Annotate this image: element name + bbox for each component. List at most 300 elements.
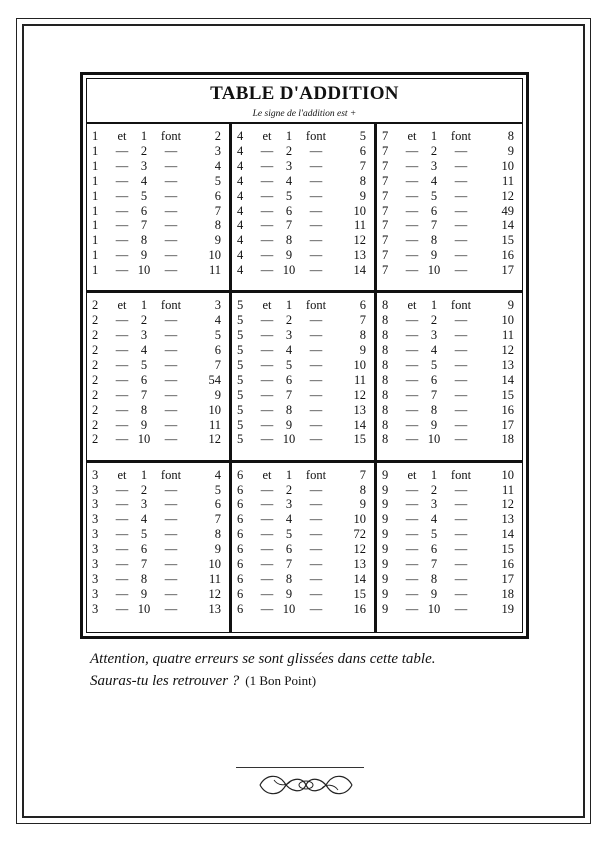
operator-word: — (260, 233, 274, 248)
table-row (237, 527, 369, 542)
addend-b: 9 (285, 417, 293, 432)
sum-value: 13 (353, 557, 366, 572)
sum-value: 9 (359, 497, 366, 512)
operator-word: et (262, 129, 272, 143)
operator-word: — (405, 497, 419, 512)
table-row (237, 174, 369, 189)
table-block (377, 463, 522, 632)
sum-value: 17 (501, 263, 514, 278)
addend-b: 4 (430, 343, 438, 358)
sum-value: 7 (359, 313, 366, 328)
addend-b: 2 (430, 313, 438, 328)
result-word: — (454, 328, 468, 343)
sum-value: 11 (501, 328, 514, 343)
result-word: — (454, 572, 468, 586)
addend-a: 6 (237, 482, 244, 497)
operator-word: — (115, 313, 129, 328)
addend-b: 3 (285, 497, 293, 512)
addend-a: 8 (382, 372, 389, 387)
instructions-line-2 (90, 670, 560, 692)
table-row (237, 358, 369, 373)
result-word: — (454, 542, 468, 557)
addend-a: 9 (382, 482, 389, 497)
table-row (92, 527, 224, 542)
addend-a: 1 (92, 129, 99, 143)
sum-value: 12 (353, 542, 366, 557)
addend-b: 6 (285, 203, 293, 218)
instructions-question: Sauras-tu les retrouver ? (90, 673, 240, 689)
operator-word: — (115, 143, 129, 158)
table-row (92, 233, 224, 248)
result-word: — (309, 328, 323, 343)
table-row (92, 189, 224, 204)
sum-value: 5 (214, 173, 221, 188)
table-row (237, 512, 369, 527)
addend-b: 2 (285, 143, 293, 158)
addend-b: 7 (140, 387, 148, 402)
result-word: — (309, 313, 323, 328)
operator-word: — (260, 417, 274, 432)
sum-value: 14 (501, 527, 514, 542)
table-row (92, 403, 224, 418)
result-word: — (309, 601, 323, 616)
sum-value: 4 (214, 313, 221, 328)
operator-word: — (115, 218, 129, 233)
operator-word: — (405, 218, 419, 233)
table-row (92, 358, 224, 373)
result-word: font (450, 298, 472, 313)
addend-b: 10 (282, 601, 296, 616)
addend-b: 3 (285, 158, 293, 173)
sum-value: 9 (359, 188, 366, 203)
operator-word: — (115, 402, 129, 417)
addend-a: 3 (92, 586, 99, 601)
table-row (92, 497, 224, 512)
addend-b: 9 (430, 586, 438, 601)
table-row (92, 418, 224, 433)
operator-word: — (260, 432, 274, 447)
addend-a: 4 (237, 233, 244, 248)
result-word: — (454, 432, 468, 447)
result-word: font (160, 467, 182, 482)
operator-word: et (407, 298, 417, 313)
result-word: — (309, 497, 323, 512)
table-row (382, 358, 517, 373)
table-row (237, 313, 369, 328)
result-word: — (309, 263, 323, 278)
addend-b: 2 (140, 143, 148, 158)
table-row (237, 602, 369, 617)
table-row (92, 602, 224, 617)
addend-a: 5 (237, 343, 244, 358)
operator-word: — (405, 263, 419, 278)
operator-word: et (117, 298, 127, 313)
addend-b: 1 (140, 298, 148, 313)
table-row (92, 263, 224, 278)
sum-value: 18 (501, 586, 514, 601)
addend-a: 7 (382, 263, 389, 278)
result-word: — (309, 188, 323, 203)
addend-a: 2 (92, 328, 99, 343)
result-word: — (454, 203, 468, 218)
addend-a: 9 (382, 467, 389, 482)
result-word: — (309, 218, 323, 233)
instructions (90, 648, 560, 692)
addend-a: 1 (92, 173, 99, 188)
addend-a: 3 (92, 482, 99, 497)
addend-b: 7 (430, 387, 438, 402)
addend-b: 6 (285, 542, 293, 557)
operator-word: — (405, 203, 419, 218)
result-word: — (309, 357, 323, 372)
result-word: — (309, 203, 323, 218)
addend-b: 2 (430, 482, 438, 497)
addend-b: 10 (427, 432, 441, 447)
result-word: — (454, 233, 468, 248)
addend-b: 1 (140, 467, 148, 482)
addend-b: 3 (140, 328, 148, 343)
addend-b: 7 (140, 557, 148, 572)
addend-b: 8 (285, 572, 293, 586)
sum-value: 8 (214, 527, 221, 542)
sum-value: 14 (353, 572, 366, 586)
result-word: — (164, 387, 178, 402)
sum-value: 49 (501, 203, 514, 218)
sum-value: 10 (208, 248, 221, 263)
result-word: — (164, 233, 178, 248)
sum-value: 9 (507, 143, 514, 158)
operator-word: — (405, 328, 419, 343)
result-word: — (164, 482, 178, 497)
addend-b: 5 (285, 527, 293, 542)
result-word: — (309, 143, 323, 158)
result-word: — (454, 417, 468, 432)
addend-a: 9 (382, 527, 389, 542)
addend-b: 7 (140, 218, 148, 233)
addend-a: 4 (237, 248, 244, 263)
table-row (92, 204, 224, 219)
result-word: — (309, 512, 323, 527)
result-word: — (309, 527, 323, 542)
operator-word: — (405, 387, 419, 402)
sum-value: 7 (359, 158, 366, 173)
sum-value: 4 (214, 467, 221, 482)
table-row (92, 343, 224, 358)
table-row (382, 512, 517, 527)
sum-value: 9 (214, 542, 221, 557)
result-word: — (164, 173, 178, 188)
addend-a: 3 (92, 542, 99, 557)
sum-value: 6 (214, 497, 221, 512)
operator-word: — (115, 482, 129, 497)
operator-word: — (260, 542, 274, 557)
table-row (92, 542, 224, 557)
sum-value: 9 (214, 233, 221, 248)
table-row (237, 587, 369, 602)
result-word: — (164, 512, 178, 527)
result-word: — (164, 527, 178, 542)
table-row (92, 432, 224, 447)
addend-b: 1 (285, 298, 293, 313)
table-row (382, 248, 517, 263)
result-word: — (164, 432, 178, 447)
addend-a: 1 (92, 158, 99, 173)
result-word: — (309, 158, 323, 173)
addend-a: 7 (382, 129, 389, 143)
sum-value: 7 (214, 203, 221, 218)
table-row (382, 174, 517, 189)
table-row (382, 587, 517, 602)
table-row (382, 418, 517, 433)
result-word: — (454, 343, 468, 358)
sum-value: 10 (501, 467, 514, 482)
table-row (92, 388, 224, 403)
table-row (382, 218, 517, 233)
table-row (382, 263, 517, 278)
table-grid (87, 124, 522, 632)
sum-value: 2 (214, 129, 221, 143)
addend-b: 5 (285, 188, 293, 203)
addend-a: 7 (382, 188, 389, 203)
addend-a: 6 (237, 586, 244, 601)
result-word: — (309, 586, 323, 601)
addend-a: 9 (382, 572, 389, 586)
operator-word: et (262, 467, 272, 482)
operator-word: et (117, 467, 127, 482)
table-row (382, 159, 517, 174)
table-row (382, 204, 517, 219)
result-word: — (454, 248, 468, 263)
table-row (92, 159, 224, 174)
addend-a: 4 (237, 143, 244, 158)
table-row (237, 388, 369, 403)
addend-b: 8 (140, 572, 148, 586)
addend-a: 3 (92, 497, 99, 512)
table-block (87, 124, 232, 293)
addend-b: 8 (140, 233, 148, 248)
addend-b: 9 (285, 248, 293, 263)
sum-value: 12 (208, 432, 221, 447)
sum-value: 10 (208, 402, 221, 417)
addend-b: 6 (140, 372, 148, 387)
addend-a: 4 (237, 129, 244, 143)
table-row (92, 373, 224, 388)
addend-b: 10 (427, 601, 441, 616)
table-row (92, 218, 224, 233)
addend-a: 6 (237, 542, 244, 557)
addend-a: 7 (382, 233, 389, 248)
addend-b: 8 (285, 233, 293, 248)
result-word: — (164, 343, 178, 358)
sum-value: 16 (501, 248, 514, 263)
result-word: — (454, 143, 468, 158)
result-word: — (309, 233, 323, 248)
sum-value: 12 (353, 233, 366, 248)
addend-b: 4 (285, 173, 293, 188)
addend-b: 9 (140, 417, 148, 432)
operator-word: — (115, 542, 129, 557)
addend-b: 4 (140, 173, 148, 188)
addend-b: 2 (140, 482, 148, 497)
table-row (382, 129, 517, 144)
table-row (237, 189, 369, 204)
sum-value: 11 (208, 417, 221, 432)
sum-value: 12 (501, 343, 514, 358)
table-row (237, 159, 369, 174)
addend-a: 9 (382, 497, 389, 512)
sum-value: 13 (353, 248, 366, 263)
result-word: — (309, 173, 323, 188)
result-word: — (309, 572, 323, 586)
table-block (232, 463, 377, 632)
operator-word: — (260, 188, 274, 203)
addend-a: 6 (237, 601, 244, 616)
sum-value: 10 (353, 512, 366, 527)
operator-word: — (260, 527, 274, 542)
sum-value: 15 (501, 233, 514, 248)
table-row (382, 602, 517, 617)
sum-value: 7 (359, 467, 366, 482)
operator-word: — (115, 601, 129, 616)
addend-a: 8 (382, 402, 389, 417)
addend-a: 8 (382, 357, 389, 372)
table-row (237, 233, 369, 248)
table-row (237, 218, 369, 233)
sum-value: 11 (353, 372, 366, 387)
sum-value: 18 (501, 432, 514, 447)
table-row (237, 468, 369, 483)
operator-word: — (260, 586, 274, 601)
addend-a: 7 (382, 218, 389, 233)
operator-word: — (115, 387, 129, 402)
addend-a: 2 (92, 372, 99, 387)
addend-b: 1 (430, 129, 438, 143)
addend-b: 6 (140, 542, 148, 557)
table-row (382, 343, 517, 358)
table-row (382, 388, 517, 403)
addend-a: 3 (92, 512, 99, 527)
operator-word: — (405, 586, 419, 601)
addend-b: 8 (430, 572, 438, 586)
result-word: — (164, 248, 178, 263)
addend-a: 7 (382, 158, 389, 173)
addend-a: 8 (382, 313, 389, 328)
sum-value: 15 (501, 542, 514, 557)
table-row (92, 328, 224, 343)
table-row (237, 298, 369, 313)
addend-b: 9 (140, 586, 148, 601)
table-row (237, 204, 369, 219)
addend-b: 6 (285, 372, 293, 387)
operator-word: — (405, 158, 419, 173)
table-row (237, 343, 369, 358)
operator-word: — (260, 218, 274, 233)
operator-word: — (405, 343, 419, 358)
addend-a: 4 (237, 188, 244, 203)
sum-value: 19 (501, 601, 514, 616)
table-row (382, 572, 517, 587)
addend-b: 4 (285, 512, 293, 527)
result-word: font (305, 298, 327, 313)
table-row (92, 572, 224, 587)
addend-a: 8 (382, 298, 389, 313)
addend-a: 1 (92, 263, 99, 278)
sum-value: 9 (214, 387, 221, 402)
result-word: — (164, 263, 178, 278)
operator-word: — (260, 248, 274, 263)
operator-word: — (115, 497, 129, 512)
addend-a: 2 (92, 417, 99, 432)
addend-a: 4 (237, 158, 244, 173)
table-row (382, 432, 517, 447)
addition-table (80, 72, 529, 639)
operator-word: — (405, 432, 419, 447)
addend-b: 3 (430, 328, 438, 343)
table-row (382, 468, 517, 483)
addend-a: 5 (237, 313, 244, 328)
operator-word: — (260, 601, 274, 616)
addend-b: 3 (285, 328, 293, 343)
table-row (237, 542, 369, 557)
result-word: — (454, 601, 468, 616)
table-row (92, 248, 224, 263)
table-row (382, 233, 517, 248)
result-word: — (454, 372, 468, 387)
addend-a: 5 (237, 402, 244, 417)
addend-a: 1 (92, 248, 99, 263)
sum-value: 3 (214, 298, 221, 313)
table-row (382, 403, 517, 418)
result-word: — (309, 402, 323, 417)
result-word: — (164, 313, 178, 328)
addend-a: 3 (92, 527, 99, 542)
result-word: — (164, 557, 178, 572)
sum-value: 9 (507, 298, 514, 313)
addend-b: 2 (430, 143, 438, 158)
result-word: — (454, 557, 468, 572)
addend-a: 8 (382, 387, 389, 402)
result-word: font (160, 129, 182, 143)
result-word: — (164, 357, 178, 372)
addend-a: 7 (382, 173, 389, 188)
table-row (92, 587, 224, 602)
operator-word: — (115, 586, 129, 601)
operator-word: — (405, 372, 419, 387)
operator-word: — (115, 572, 129, 586)
operator-word: — (405, 482, 419, 497)
operator-word: — (115, 263, 129, 278)
table-row (382, 483, 517, 498)
operator-word: — (405, 173, 419, 188)
result-word: font (305, 467, 327, 482)
sum-value: 16 (353, 601, 366, 616)
addend-b: 1 (430, 298, 438, 313)
table-block (377, 293, 522, 462)
operator-word: — (115, 557, 129, 572)
sum-value: 5 (214, 328, 221, 343)
addend-a: 5 (237, 417, 244, 432)
addend-a: 6 (237, 557, 244, 572)
operator-word: — (260, 173, 274, 188)
sum-value: 13 (353, 402, 366, 417)
addend-b: 5 (430, 357, 438, 372)
addend-b: 8 (430, 233, 438, 248)
operator-word: — (260, 357, 274, 372)
table-row (382, 144, 517, 159)
addend-b: 6 (140, 203, 148, 218)
sum-value: 14 (353, 417, 366, 432)
table-row (92, 298, 224, 313)
